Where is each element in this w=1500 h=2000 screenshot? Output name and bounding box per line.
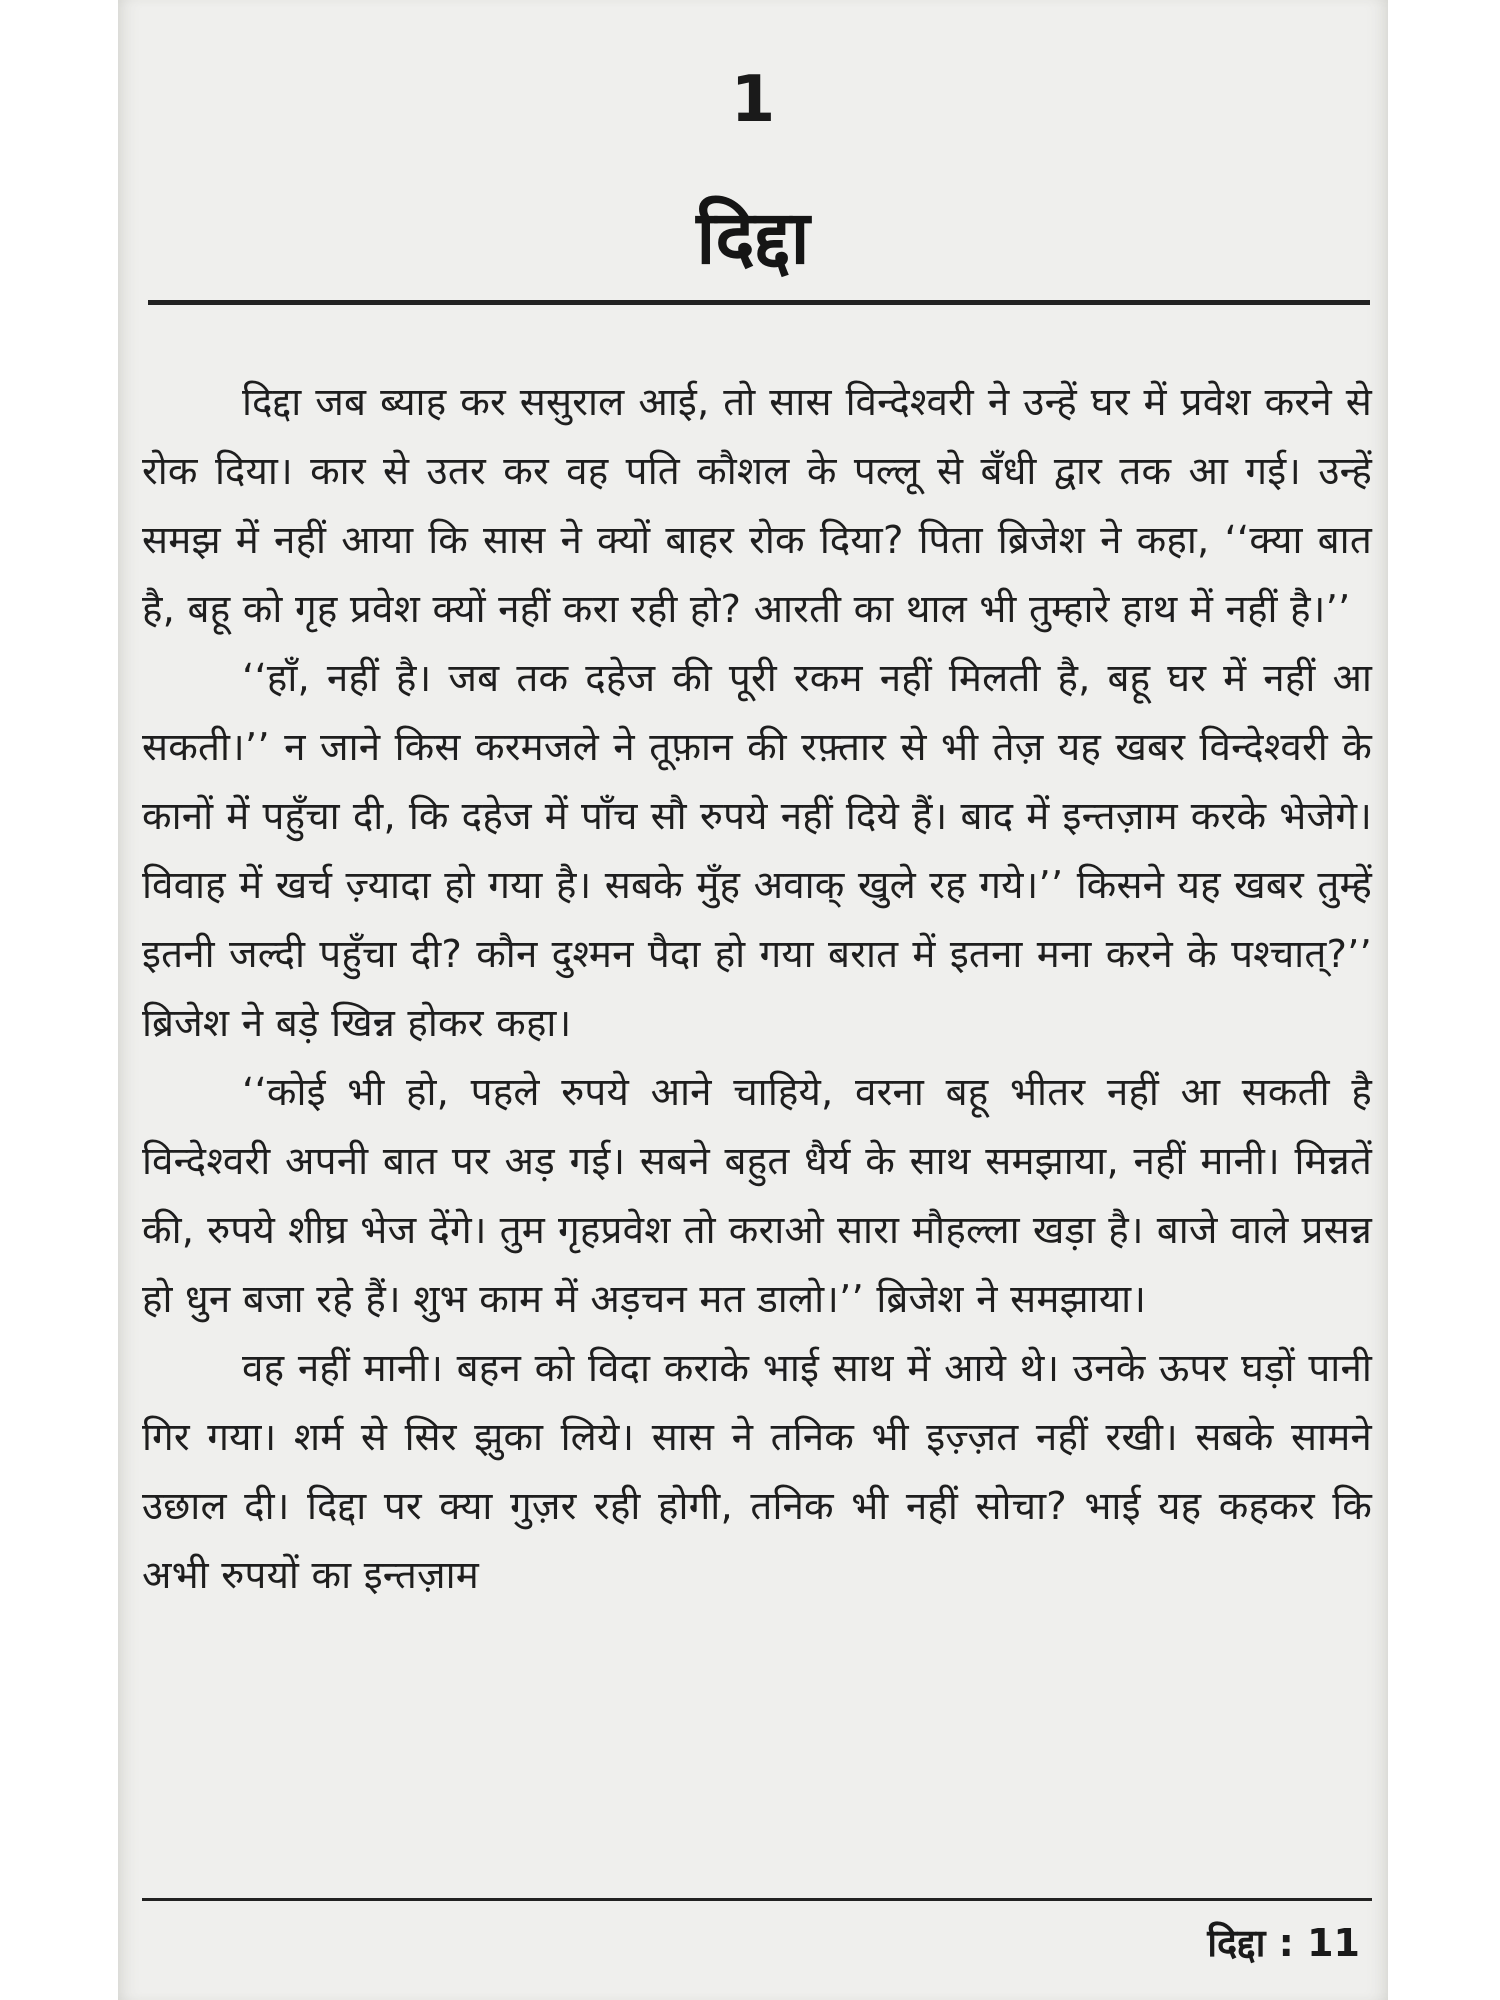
paragraph-1: दिद्दा जब ब्याह कर ससुराल आई, तो सास विन्देश्वरी ने उन्हें घर में प्रवेश करने से रोक दिया। कार से उतर कर वह पति कौशल के पल्लू से बँधी द्वार तक आ गई। उन्हें समझ में नहीं आया कि सास ने क्यों बाहर रोक दिया? पिता ब्रिजेश ने कहा, ‘‘क्या बात है, बहू को गृह प्रवेश क्यों नहीं करा रही हो? आरती का थाल भी तुम्हारे हाथ में नहीं है।’’ [142, 380, 1372, 632]
paragraph-3: ‘‘कोई भी हो, पहले रुपये आने चाहिये, वरना बहू भीतर नहीं आ सकती है विन्देश्वरी अपनी बात पर अड़ गई। सबने बहुत धैर्य के साथ समझाया, नहीं मानी। मिन्नतें की, रुपये शीघ्र भेज देंगे। तुम गृहप्रवेश तो कराओ सारा मौहल्ला खड़ा है। बाजे वाले प्रसन्न हो धुन बजा रहे हैं। शुभ काम में अड़चन मत डालो।’’ ब्रिजेश ने समझाया। [142, 1070, 1372, 1322]
page-footer: दिद्दा : 11 [1207, 1921, 1360, 1965]
title-divider [148, 300, 1370, 305]
book-page [118, 0, 1388, 2000]
chapter-title: दिद्दा [696, 195, 810, 281]
paragraph-2: ‘‘हाँ, नहीं है। जब तक दहेज की पूरी रकम नहीं मिलती है, बहू घर में नहीं आ सकती।’’ न जाने किस करमजले ने तूफ़ान की रफ़्तार से भी तेज़ यह खबर विन्देश्वरी के कानों में पहुँचा दी, कि दहेज में पाँच सौ रुपये नहीं दिये हैं। बाद में इन्तज़ाम करके भेजेगे। विवाह में खर्च ज़्यादा हो गया है। सबके मुँह अवाक् खुले रह गये।’’ किसने यह खबर तुम्हें इतनी जल्दी पहुँचा दी? कौन दुश्मन पैदा हो गया बरात में इतना मना करने के पश्चात्?’’ ब्रिजेश ने बड़े खिन्न होकर कहा। [142, 656, 1372, 1046]
paragraph-4: वह नहीं मानी। बहन को विदा कराके भाई साथ में आये थे। उनके ऊपर घड़ों पानी गिर गया। शर्म से सिर झुका लिये। सास ने तनिक भी इज़्ज़त नहीं रखी। सबके सामने उछाल दी। दिद्दा पर क्या गुज़र रही होगी, तनिक भी नहीं सोचा? भाई यह कहकर कि अभी रुपयों का इन्तज़ाम [142, 1346, 1372, 1598]
footer-divider [142, 1898, 1372, 1901]
chapter-body [142, 368, 1372, 1610]
chapter-number: 1 [730, 63, 776, 137]
